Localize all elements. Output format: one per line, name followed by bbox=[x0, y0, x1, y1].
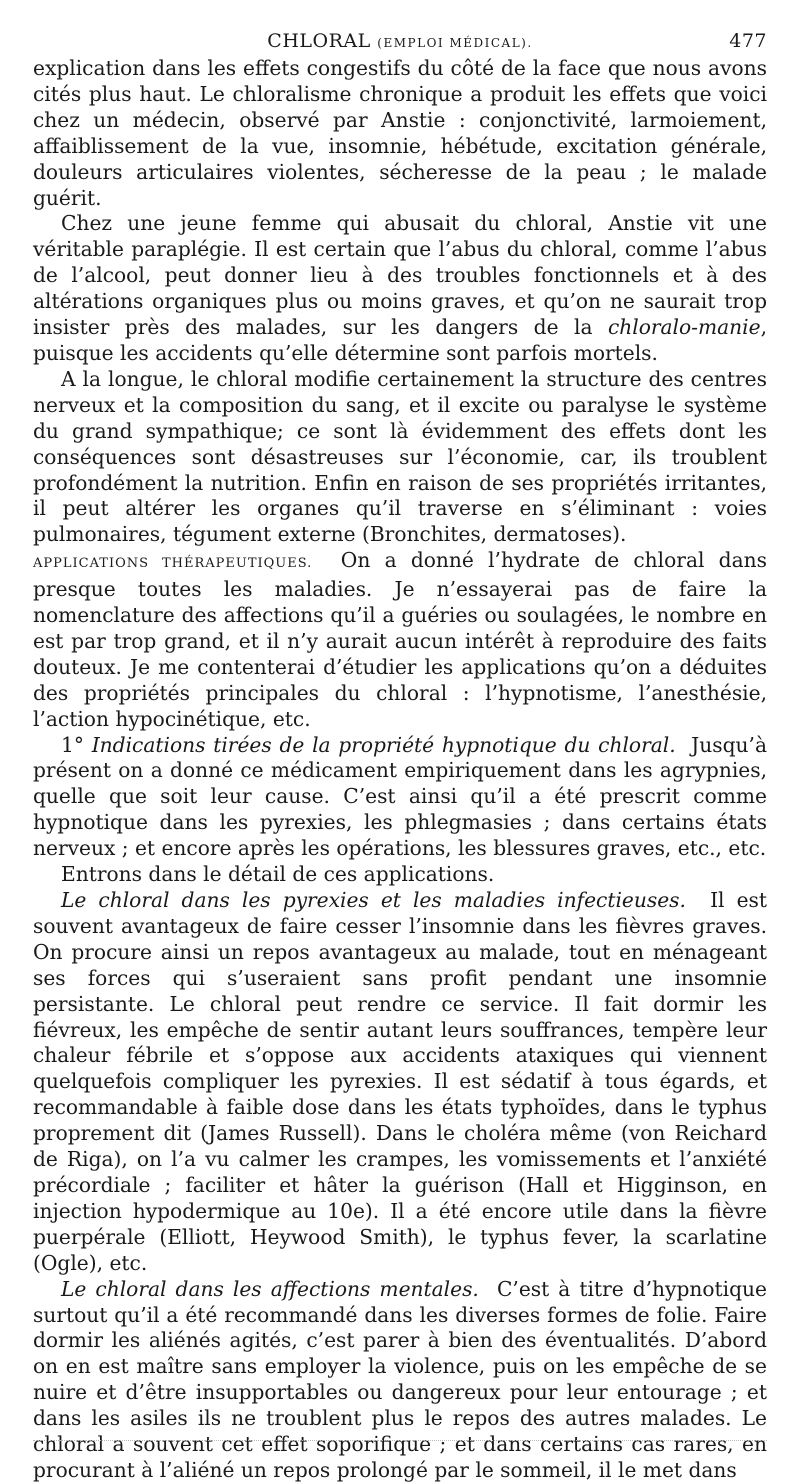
paragraph-5-text: Jusqu’à présent on a donné ce médicament empiriquement dans les agrypnies, quelle que soit leur cause. C’est ainsi qu’il a été prescrit comme hypnotique dans les pyrexies, les phlegmasies ; dans certains états nerveux ; et encore après les opérations, les blessures graves, etc., etc. bbox=[33, 732, 767, 861]
running-head bbox=[33, 30, 767, 56]
page-bottom-rule bbox=[33, 1440, 767, 1442]
paragraph-8 bbox=[33, 1277, 767, 1484]
paragraph-7-text: Il est souvent avantageux de faire cesser l’insomnie dans les fièvres graves. On procure ainsi un repos avantageux au malade, tout en ménageant ses forces qui s’useraient sans profit pendant une insomnie persistante. Le chloral peut rendre ce service. Il fait dormir les fiévreux, les empêche de sentir autant leurs souffrances, tempère leur chaleur fébrile et s’oppose aux accidents ataxiques qui viennent quelquefois compliquer les pyrexies. Il est sédatif à tous égards, et recommandable à faible dose dans les états typhoïdes, dans le typhus proprement dit (James Russell). Dans le choléra même (von Reichard de Riga), on l’a vu calmer les crampes, les vomissements et l’anxiété précordiale ; faciliter et hâter la guérison (Hall et Higginson, en injection hypodermique au 10e). Il a été encore utile dans la fièvre puerpérale (Elliott, Heywood Smith), le typhus fever, la scarlatine (Ogle), etc. bbox=[33, 888, 767, 1275]
section-heading-mental: Le chloral dans les affections mentales. bbox=[61, 1276, 479, 1301]
running-title bbox=[33, 30, 767, 52]
paragraph-2-text-a: Chez une jeune femme qui abusait du chloral, Anstie vit une véritable paraplégie. Il est certain que l’abus du chloral, comme l’abus de l’alcool, peut donner lieu à des troubles fonctionnels et à des altérations organiques plus ou moins graves, et qu’on ne saurait trop insister près des malades, sur les dangers de la bbox=[33, 211, 767, 340]
paragraph-1-text: explication dans les effets congestifs du côté de la face que nous avons cités plus haut. Le chloralisme chronique a produit les effets que voici chez un médecin, observé par Anstie : conjonctivité, larmoiement, affaiblissement de la vue, insomnie, hébétude, excitation générale, douleurs articulaires violentes, sécheresse de la peau ; le malade guérit. bbox=[33, 56, 767, 210]
paragraph-8-text: C’est à titre d’hypnotique surtout qu’il a été recommandé dans les diverses formes de folie. Faire dormir les aliénés agités, c’est parer à bien des éventualités. D’abord on en est maître sans employer la violence, puis on les empêche de se nuire et d’être insupportables ou dangereux pour leur entourage ; et dans les asiles ils ne troublent plus le repos des autres malades. Le chloral a souvent cet effet soporifique ; et dans certains cas rares, en procurant à l’aliéné un repos prolongé par le sommeil, il le met dans bbox=[33, 1276, 767, 1482]
section-label-applications: APPLICATIONS THÉRAPEUTIQUES. bbox=[33, 556, 313, 572]
section-heading-hypnotic: Indications tirées de la propriété hypnotique du chloral. bbox=[91, 732, 676, 757]
paragraph-3-text: A la longue, le chloral modifie certainement la structure des centres nerveux et la composition du sang, et il excite ou paralyse le système du grand sympathique; ce sont là évidemment des effets dont les conséquences sont désastreuses sur l’économie, car, ils troublent profondément la nutrition. Enfin en raison de ses propriétés irritantes, il peut altérer les organes qu’il traverse en s’éliminant : voies pulmonaires, tégument externe (Bronchites, dermatoses). bbox=[33, 366, 767, 547]
body-text bbox=[33, 56, 767, 1484]
paragraph-7 bbox=[33, 888, 767, 1277]
paragraph-2-italic-term: chloralo-manie bbox=[607, 315, 761, 340]
paragraph-2-text-b: , puisque les accidents qu’elle détermine sont parfois mortels. bbox=[33, 315, 767, 365]
paragraph-6-text: Entrons dans le détail de ces applications. bbox=[61, 862, 495, 887]
section-heading-pyrexies: Le chloral dans les pyrexies et les maladies infectieuses. bbox=[61, 888, 686, 912]
paragraph-4-text: On a donné l’hydrate de chloral dans presque toutes les maladies. Je n’essayerai pas de faire la nomenclature des affections qu’il a guéries ou soulagées, le nombre en est par trop grand, et il n’y aurait aucun intérêt à reproduire des faits douteux. Je me contenterai d’étudier les applications qu’on a déduites des propriétés principales du chloral : l’hypnotisme, l’anesthésie, l’action hypocinétique, etc. bbox=[33, 548, 767, 731]
paragraph-4 bbox=[33, 548, 767, 732]
book-page bbox=[33, 30, 767, 1484]
paragraph-6 bbox=[33, 862, 767, 888]
paragraph-5 bbox=[33, 733, 767, 863]
paragraph-1 bbox=[33, 56, 767, 211]
running-title-main: CHLORAL bbox=[267, 30, 371, 52]
page-number: 477 bbox=[729, 30, 767, 52]
paragraph-2 bbox=[33, 211, 767, 366]
section-number: 1° bbox=[61, 732, 84, 757]
paragraph-3 bbox=[33, 367, 767, 548]
running-title-sub: (EMPLOI MÉDICAL). bbox=[377, 36, 533, 50]
